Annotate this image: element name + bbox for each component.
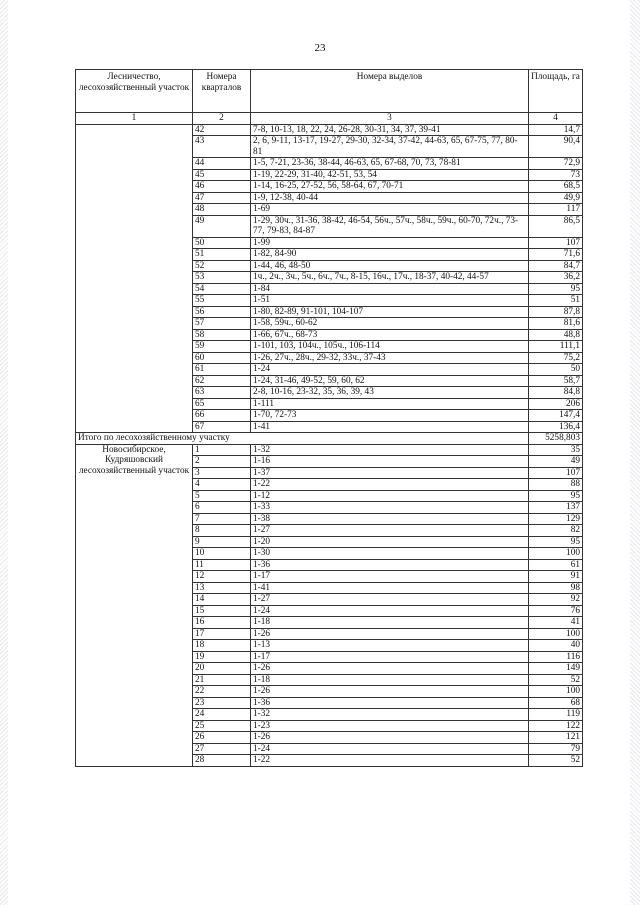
- area-cell: 206: [529, 398, 583, 410]
- block-number-cell: 2: [193, 456, 251, 468]
- block-number-cell: 59: [193, 341, 251, 353]
- area-cell: 50: [529, 364, 583, 376]
- block-number-cell: 43: [193, 136, 251, 158]
- plot-numbers-cell: 1-26: [251, 628, 529, 640]
- area-cell: 79: [529, 743, 583, 755]
- block-number-cell: 49: [193, 215, 251, 237]
- scan-edge-right: [630, 0, 640, 905]
- block-number-cell: 10: [193, 548, 251, 560]
- plot-numbers-cell: 1-18: [251, 674, 529, 686]
- block-number-cell: 22: [193, 686, 251, 698]
- block-number-cell: 50: [193, 237, 251, 249]
- header-area: Площадь, га: [529, 70, 583, 113]
- area-cell: 95: [529, 283, 583, 295]
- block-number-cell: 55: [193, 295, 251, 307]
- plot-numbers-cell: 1-26: [251, 686, 529, 698]
- block-number-cell: 16: [193, 617, 251, 629]
- block-number-cell: 28: [193, 755, 251, 767]
- area-cell: 88: [529, 479, 583, 491]
- block-number-cell: 27: [193, 743, 251, 755]
- area-cell: 95: [529, 490, 583, 502]
- area-cell: 119: [529, 709, 583, 721]
- block-number-cell: 48: [193, 204, 251, 216]
- area-cell: 111,1: [529, 341, 583, 353]
- column-number: 1: [76, 113, 193, 125]
- plot-numbers-cell: 7-8, 10-13, 18, 22, 24, 26-28, 30-31, 34, 37, 39-41: [251, 124, 529, 136]
- block-number-cell: 53: [193, 272, 251, 284]
- plot-numbers-cell: 1-111: [251, 398, 529, 410]
- plot-numbers-cell: 1-20: [251, 536, 529, 548]
- block-number-cell: 24: [193, 709, 251, 721]
- forestry-cell-empty: [76, 124, 193, 433]
- area-cell: 81,6: [529, 318, 583, 330]
- area-cell: 58,7: [529, 375, 583, 387]
- block-number-cell: 67: [193, 421, 251, 433]
- block-number-cell: 6: [193, 502, 251, 514]
- area-cell: 117: [529, 204, 583, 216]
- area-cell: 91: [529, 571, 583, 583]
- area-cell: 92: [529, 594, 583, 606]
- plot-numbers-cell: 1-22: [251, 755, 529, 767]
- block-number-cell: 44: [193, 158, 251, 170]
- block-number-cell: 26: [193, 732, 251, 744]
- table-row: [76, 124, 583, 136]
- block-number-cell: 21: [193, 674, 251, 686]
- block-number-cell: 54: [193, 283, 251, 295]
- area-cell: 107: [529, 467, 583, 479]
- area-cell: 72,9: [529, 158, 583, 170]
- plot-numbers-cell: 1-29, 30ч., 31-36, 38-42, 46-54, 56ч., 57ч., 58ч., 59ч., 60-70, 72ч., 73-77, 79-83, 84-87: [251, 215, 529, 237]
- area-cell: 14,7: [529, 124, 583, 136]
- plot-numbers-cell: 1-32: [251, 444, 529, 456]
- plot-numbers-cell: 1-17: [251, 571, 529, 583]
- block-number-cell: 8: [193, 525, 251, 537]
- block-number-cell: 52: [193, 260, 251, 272]
- area-cell: 86,5: [529, 215, 583, 237]
- block-number-cell: 47: [193, 192, 251, 204]
- block-number-cell: 57: [193, 318, 251, 330]
- plot-numbers-cell: 1-24: [251, 743, 529, 755]
- block-number-cell: 60: [193, 352, 251, 364]
- plot-numbers-cell: 1-84: [251, 283, 529, 295]
- block-number-cell: 18: [193, 640, 251, 652]
- plot-numbers-cell: 1-44, 46, 48-50: [251, 260, 529, 272]
- area-cell: 129: [529, 513, 583, 525]
- plot-numbers-cell: 1-36: [251, 697, 529, 709]
- block-number-cell: 23: [193, 697, 251, 709]
- block-number-cell: 19: [193, 651, 251, 663]
- total-row: [76, 433, 583, 445]
- block-number-cell: 9: [193, 536, 251, 548]
- area-cell: 61: [529, 559, 583, 571]
- area-cell: 52: [529, 755, 583, 767]
- area-cell: 100: [529, 686, 583, 698]
- column-number: 3: [251, 113, 529, 125]
- plot-numbers-cell: 1ч., 2ч., 3ч., 5ч., 6ч., 7ч., 8-15, 16ч., 17ч., 18-37, 40-42, 44-57: [251, 272, 529, 284]
- area-cell: 40: [529, 640, 583, 652]
- area-cell: 121: [529, 732, 583, 744]
- header-plots: Номера выделов: [251, 70, 529, 113]
- block-number-cell: 11: [193, 559, 251, 571]
- area-cell: 100: [529, 628, 583, 640]
- area-cell: 137: [529, 502, 583, 514]
- block-number-cell: 15: [193, 605, 251, 617]
- area-cell: 73: [529, 169, 583, 181]
- plot-numbers-cell: 1-69: [251, 204, 529, 216]
- plot-numbers-cell: 1-80, 82-89, 91-101, 104-107: [251, 306, 529, 318]
- area-cell: 90,4: [529, 136, 583, 158]
- block-number-cell: 42: [193, 124, 251, 136]
- block-number-cell: 14: [193, 594, 251, 606]
- header-forestry: Лесничество, лесохозяйственный участок: [76, 70, 193, 113]
- plot-numbers-cell: 1-66, 67ч., 68-73: [251, 329, 529, 341]
- plot-numbers-cell: 1-41: [251, 421, 529, 433]
- area-cell: 147,4: [529, 410, 583, 422]
- plot-numbers-cell: 1-37: [251, 467, 529, 479]
- area-cell: 87,8: [529, 306, 583, 318]
- block-number-cell: 12: [193, 571, 251, 583]
- area-cell: 49: [529, 456, 583, 468]
- plot-numbers-cell: 1-9, 12-38, 40-44: [251, 192, 529, 204]
- area-cell: 68: [529, 697, 583, 709]
- plot-numbers-cell: 1-99: [251, 237, 529, 249]
- block-number-cell: 17: [193, 628, 251, 640]
- area-cell: 82: [529, 525, 583, 537]
- plot-numbers-cell: 1-101, 103, 104ч., 105ч., 106-114: [251, 341, 529, 353]
- forest-plots-table: [75, 69, 583, 767]
- block-number-cell: 45: [193, 169, 251, 181]
- plot-numbers-cell: 1-51: [251, 295, 529, 307]
- block-number-cell: 65: [193, 398, 251, 410]
- header-row: [76, 70, 583, 113]
- total-label: Итого по лесохозяйственному участку: [76, 433, 529, 445]
- plot-numbers-cell: 1-19, 22-29, 31-40, 42-51, 53, 54: [251, 169, 529, 181]
- area-cell: 35: [529, 444, 583, 456]
- block-number-cell: 66: [193, 410, 251, 422]
- area-cell: 136,4: [529, 421, 583, 433]
- block-number-cell: 58: [193, 329, 251, 341]
- plot-numbers-cell: 1-58, 59ч., 60-62: [251, 318, 529, 330]
- block-number-cell: 51: [193, 249, 251, 261]
- page-number: 23: [314, 42, 326, 54]
- plot-numbers-cell: 1-24: [251, 605, 529, 617]
- column-number-row: [76, 113, 583, 125]
- plot-numbers-cell: 1-38: [251, 513, 529, 525]
- area-cell: 48,8: [529, 329, 583, 341]
- plot-numbers-cell: 1-30: [251, 548, 529, 560]
- plot-numbers-cell: 1-17: [251, 651, 529, 663]
- plot-numbers-cell: 1-41: [251, 582, 529, 594]
- area-cell: 36,2: [529, 272, 583, 284]
- block-number-cell: 20: [193, 663, 251, 675]
- plot-numbers-cell: 1-23: [251, 720, 529, 732]
- plot-numbers-cell: 1-24: [251, 364, 529, 376]
- area-cell: 95: [529, 536, 583, 548]
- plot-numbers-cell: 1-26, 27ч., 28ч., 29-32, 33ч., 37-43: [251, 352, 529, 364]
- area-cell: 122: [529, 720, 583, 732]
- area-cell: 71,6: [529, 249, 583, 261]
- plot-numbers-cell: 2-8, 10-16, 23-32, 35, 36, 39, 43: [251, 387, 529, 399]
- area-cell: 84,7: [529, 260, 583, 272]
- block-number-cell: 7: [193, 513, 251, 525]
- area-cell: 149: [529, 663, 583, 675]
- area-cell: 52: [529, 674, 583, 686]
- plot-numbers-cell: 1-14, 16-25, 27-52, 56, 58-64, 67, 70-71: [251, 181, 529, 193]
- plot-numbers-cell: 1-70, 72-73: [251, 410, 529, 422]
- area-cell: 51: [529, 295, 583, 307]
- area-cell: 49,9: [529, 192, 583, 204]
- block-number-cell: 1: [193, 444, 251, 456]
- plot-numbers-cell: 2, 6, 9-11, 13-17, 19-27, 29-30, 32-34, 37-42, 44-63, 65, 67-75, 77, 80-81: [251, 136, 529, 158]
- plot-numbers-cell: 1-5, 7-21, 23-36, 38-44, 46-63, 65, 67-68, 70, 73, 78-81: [251, 158, 529, 170]
- block-number-cell: 56: [193, 306, 251, 318]
- block-number-cell: 25: [193, 720, 251, 732]
- plot-numbers-cell: 1-33: [251, 502, 529, 514]
- block-number-cell: 62: [193, 375, 251, 387]
- area-cell: 76: [529, 605, 583, 617]
- area-cell: 107: [529, 237, 583, 249]
- plot-numbers-cell: 1-18: [251, 617, 529, 629]
- plot-numbers-cell: 1-24, 31-46, 49-52, 59, 60, 62: [251, 375, 529, 387]
- plot-numbers-cell: 1-26: [251, 732, 529, 744]
- block-number-cell: 46: [193, 181, 251, 193]
- total-area: 5258,803: [529, 433, 583, 445]
- plot-numbers-cell: 1-27: [251, 594, 529, 606]
- table-row: [76, 444, 583, 456]
- block-number-cell: 3: [193, 467, 251, 479]
- plot-numbers-cell: 1-26: [251, 663, 529, 675]
- area-cell: 100: [529, 548, 583, 560]
- plot-numbers-cell: 1-82, 84-90: [251, 249, 529, 261]
- scan-edge-left: [0, 0, 8, 905]
- area-cell: 116: [529, 651, 583, 663]
- area-cell: 41: [529, 617, 583, 629]
- header-blocks: Номера кварталов: [193, 70, 251, 113]
- plot-numbers-cell: 1-12: [251, 490, 529, 502]
- plot-numbers-cell: 1-36: [251, 559, 529, 571]
- area-cell: 84,8: [529, 387, 583, 399]
- plot-numbers-cell: 1-27: [251, 525, 529, 537]
- block-number-cell: 61: [193, 364, 251, 376]
- column-number: 2: [193, 113, 251, 125]
- block-number-cell: 4: [193, 479, 251, 491]
- area-cell: 98: [529, 582, 583, 594]
- forestry-cell: Новосибирское, Кудряшовский лесохозяйственный участок: [76, 444, 193, 766]
- column-number: 4: [529, 113, 583, 125]
- area-cell: 75,2: [529, 352, 583, 364]
- plot-numbers-cell: 1-22: [251, 479, 529, 491]
- block-number-cell: 13: [193, 582, 251, 594]
- plot-numbers-cell: 1-32: [251, 709, 529, 721]
- plot-numbers-cell: 1-16: [251, 456, 529, 468]
- plot-numbers-cell: 1-13: [251, 640, 529, 652]
- block-number-cell: 5: [193, 490, 251, 502]
- area-cell: 68,5: [529, 181, 583, 193]
- block-number-cell: 63: [193, 387, 251, 399]
